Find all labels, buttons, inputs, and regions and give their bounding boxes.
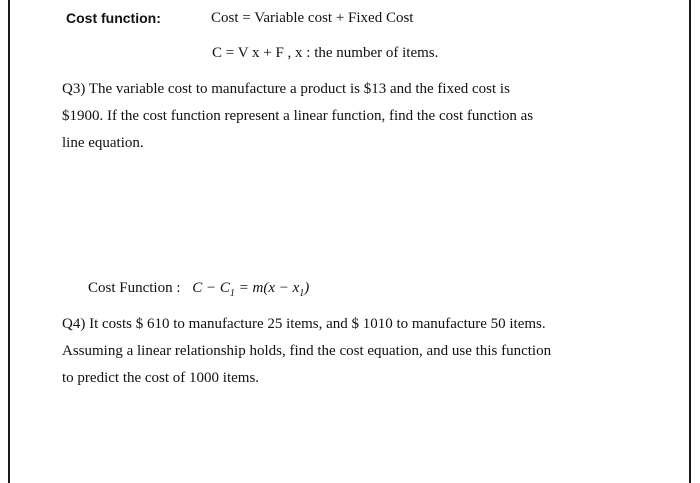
equation-part-end: ) [304, 280, 310, 296]
cost-function-equation-row [88, 279, 309, 303]
equation-subscript-2: 1 [299, 288, 305, 299]
equation-part-mid: = m(x − x [234, 280, 300, 296]
q3-line-3: line equation. [62, 135, 144, 151]
point-slope-equation [192, 280, 310, 299]
left-border [8, 0, 10, 483]
cost-function-label: Cost function: [66, 10, 161, 26]
q3-line-1: Q3) The variable cost to manufacture a product is $13 and the fixed cost is [62, 81, 510, 97]
q4-line-2: Assuming a linear relationship holds, find the cost equation, and use this function [62, 343, 552, 359]
right-border [689, 0, 691, 483]
cost-function-equation-label: Cost Function : [88, 280, 181, 296]
cost-formula: C = V x + F , x : the number of items. [212, 45, 439, 61]
q4-line-3: to predict the cost of 1000 items. [62, 370, 260, 386]
q4-line-1: Q4) It costs $ 610 to manufacture 25 items, and $ 1010 to manufacture 50 items. [62, 316, 546, 332]
equation-part-left: C − C [192, 280, 230, 296]
cost-definition: Cost = Variable cost + Fixed Cost [211, 10, 414, 26]
q3-line-2: $1900. If the cost function represent a linear function, find the cost function as [62, 108, 534, 124]
equation-subscript-1: 1 [229, 288, 235, 299]
